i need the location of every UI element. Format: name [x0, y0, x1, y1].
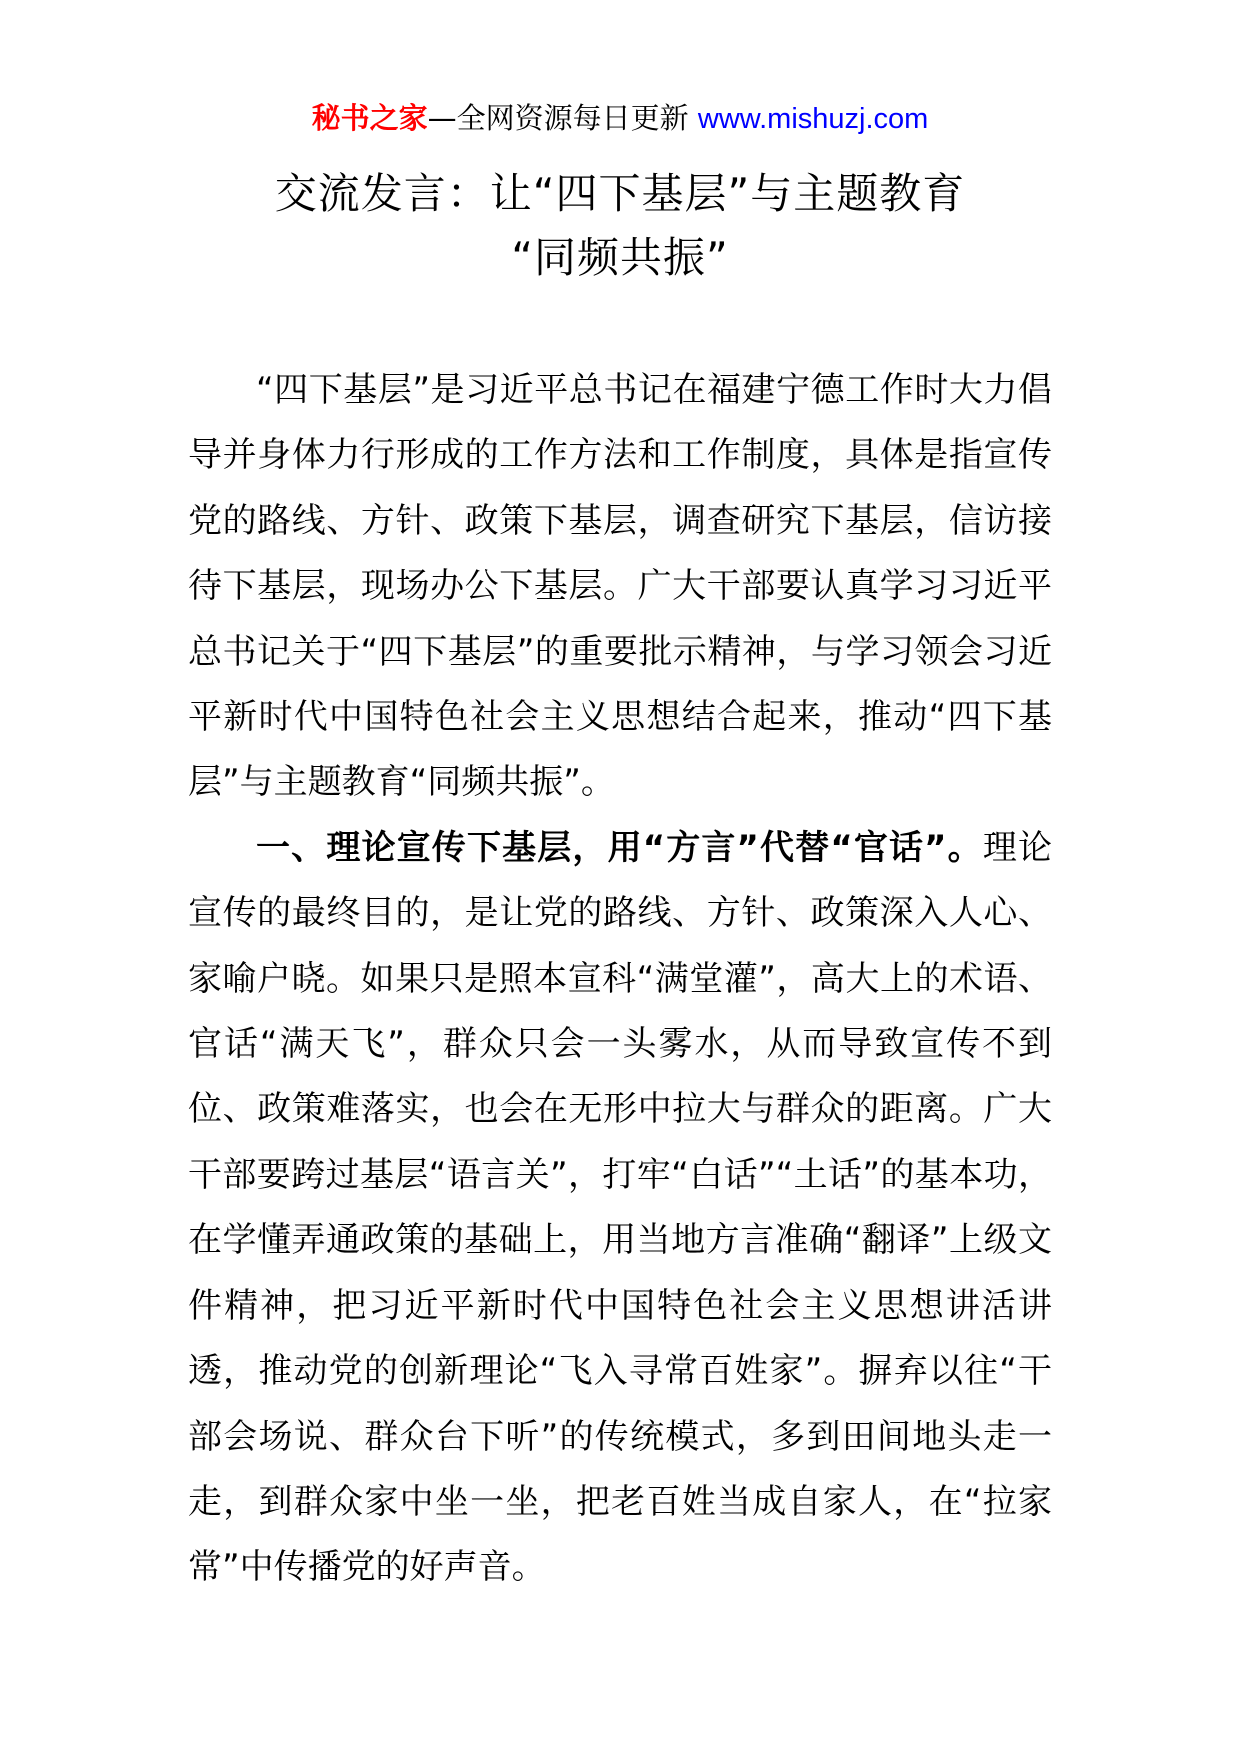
section-1-paragraph	[188, 816, 1052, 1601]
header-url[interactable]: www.mishuzj.com	[697, 103, 929, 135]
section-1-body: 理论宣传的最终目的，是让党的路线、方针、政策深入人心、家喻户晓。如果只是照本宣科“满堂灌”，高大上的术语、官话“满天飞”，群众只会一头雾水，从而导致宣传不到位、政策难落实，也会在无形中拉大与群众的距离。广大干部要跨过基层“语言关”，打牢“白话”“土话”的基本功，在学懂弄通政策的基础上，用当地方言准确“翻译”上级文件精神，把习近平新时代中国特色社会主义思想讲活讲透，推动党的创新理论“飞入寻常百姓家”。摒弃以往“干部会场说、群众台下听”的传统模式，多到田间地头走一走，到群众家中坐一坐，把老百姓当成自家人，在“拉家常”中传播党的好声音。	[188, 827, 1053, 1588]
section-1-heading: 一、理论宣传下基层，用“方言”代替“官话”。	[256, 827, 983, 868]
document-title-line-2: “同频共振”	[511, 233, 729, 282]
document-body	[188, 358, 1052, 1601]
watermark-header	[0, 98, 1240, 139]
document-title-line-1: 交流发言：让“四下基层”与主题教育	[274, 169, 966, 218]
intro-paragraph: “四下基层”是习近平总书记在福建宁德工作时大力倡导并身体力行形成的工作方法和工作制度，具体是指宣传党的路线、方针、政策下基层，调查研究下基层，信访接待下基层，现场办公下基层。广大干部要认真学习习近平总书记关于“四下基层”的重要批示精神，与学习领会习近平新时代中国特色社会主义思想结合起来，推动“四下基层”与主题教育“同频共振”。	[188, 370, 1052, 803]
header-brand: 秘书之家	[311, 101, 428, 135]
header-tagline: —全网资源每日更新	[427, 101, 698, 135]
